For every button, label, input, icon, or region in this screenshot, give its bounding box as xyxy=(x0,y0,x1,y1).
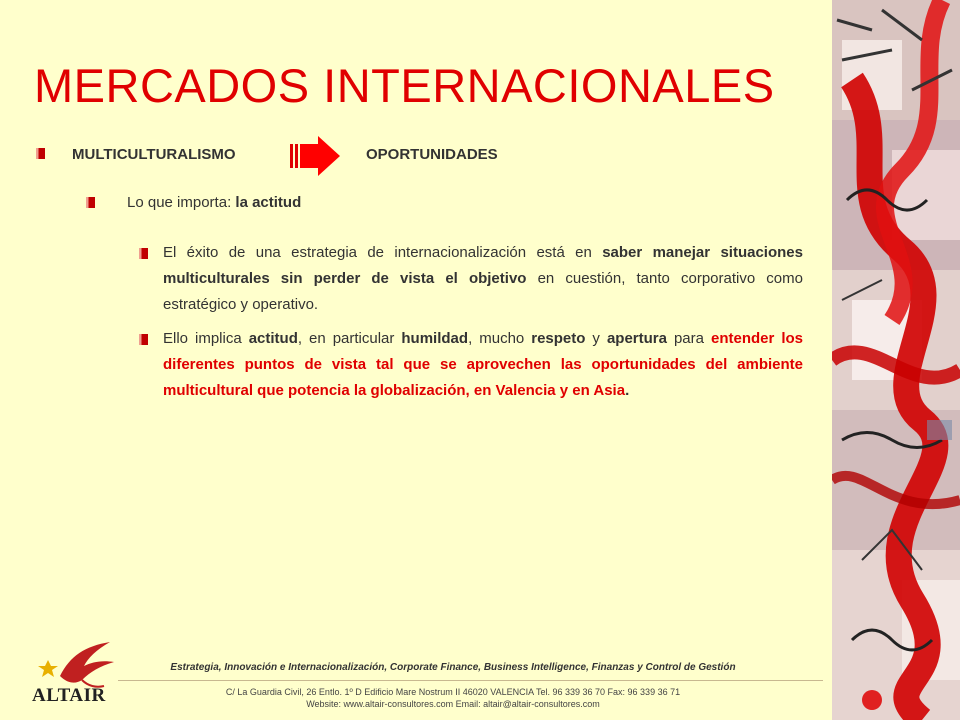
paragraph-success xyxy=(163,240,803,320)
bullet-icon xyxy=(139,248,148,259)
para1-text-2: en cuestión, tanto corporativo como estratégico y operativo. xyxy=(163,270,803,313)
altair-logo-text: ALTAIR xyxy=(32,685,106,706)
para2-text-5: para xyxy=(666,330,711,347)
oportunidades-label: OPORTUNIDADES xyxy=(366,146,498,163)
footer-divider xyxy=(118,680,823,681)
arrow-right-icon xyxy=(290,136,340,176)
footer-tagline: Estrategia, Innovación e Internacionalización, Corporate Finance, Business Intelligence, Finanzas y Control de Gestión xyxy=(170,662,736,673)
paragraph-attitude xyxy=(163,326,803,436)
subtopic-emphasis: la actitud xyxy=(235,194,302,211)
bullet-icon xyxy=(86,197,95,208)
para2-bold-humildad: humildad xyxy=(401,330,469,347)
para2-bold-apertura: apertura xyxy=(606,330,667,347)
para2-text-2: , en particular xyxy=(297,330,402,347)
multiculturalismo-label: MULTICULTURALISMO xyxy=(72,146,236,163)
footer-web-email: Website: www.altair-consultores.com Email: altair@altair-consultores.com xyxy=(306,699,600,709)
subtopic-line xyxy=(127,194,301,211)
slide-title: MERCADOS INTERNACIONALES xyxy=(34,59,775,112)
para2-text-3: , mucho xyxy=(468,330,532,347)
para1-text-1: El éxito de una estrategia de internacionalización está en xyxy=(163,244,603,261)
footer-address: C/ La Guardia Civil, 26 Entlo. 1º D Edificio Mare Nostrum II 46020 VALENCIA Tel. 96 339 36 70 Fax: 96 339 36 71 xyxy=(225,687,681,697)
bullet-icon xyxy=(139,334,148,345)
subtopic-prefix: Lo que importa: xyxy=(127,194,236,211)
bullet-icon xyxy=(36,148,45,159)
para2-bold-respeto: respeto xyxy=(531,330,586,347)
footer-contact xyxy=(133,686,773,710)
para2-text-1: Ello implica xyxy=(163,330,249,347)
para2-red-highlight: entender los diferentes puntos de vista tal que se aprovechen las oportunidades del ambiente multicultural que potencia la globalización, en Valencia y en Asia xyxy=(163,330,803,399)
para2-period: . xyxy=(625,382,630,399)
para1-bold: saber manejar situaciones multiculturales sin perder de vista el objetivo xyxy=(163,244,803,287)
para2-bold-actitud: actitud xyxy=(248,330,298,347)
para2-text-4: y xyxy=(585,330,607,347)
decorative-artwork xyxy=(832,0,960,720)
